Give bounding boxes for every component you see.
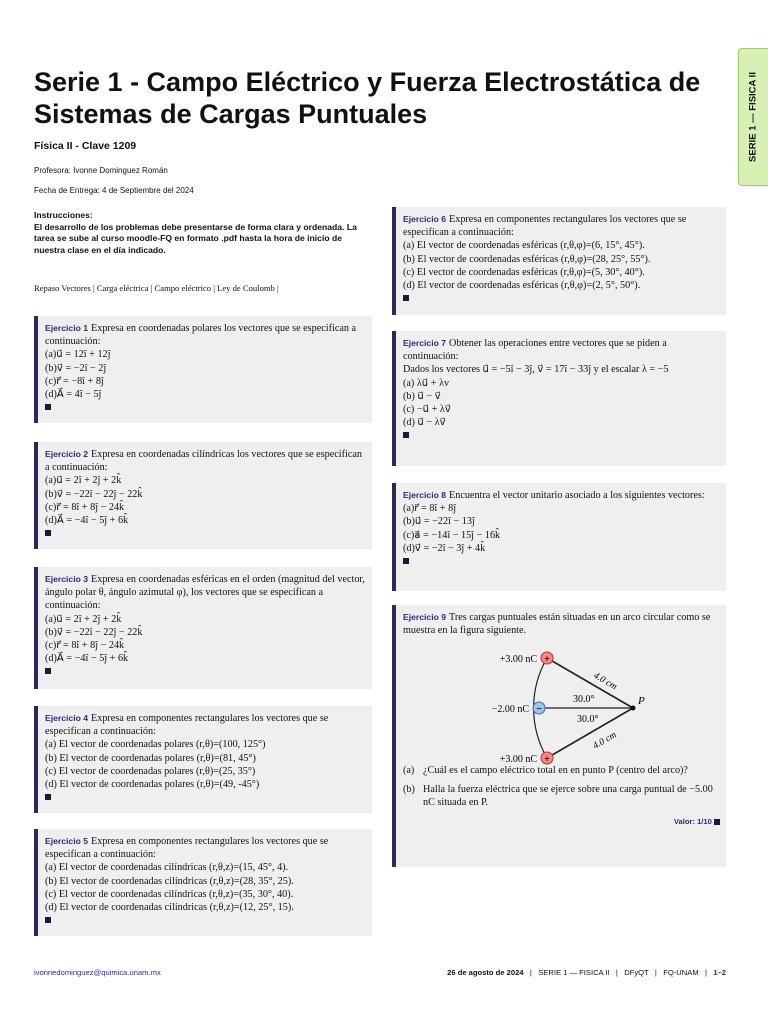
exercise-item: (a)u⃗ = 2î + 2ĵ + 2k̂ [45,613,122,625]
exercise-label: Ejercicio 8 [403,490,446,500]
exercise-item: (d)v⃗ = −2î − 3ĵ + 4k̂ [403,542,486,554]
qed-square [45,404,51,410]
point-p-label: P [638,695,645,708]
footer-inst: FQ-UNAM [663,968,699,977]
instructions-body: El desarrollo de los problemas debe presentarse de forma clara y ordenada. La tarea se sube al curso moodle-FQ en formato .pdf hasta la hora de inicio de nuestra clase en el día indicado. [34,221,357,255]
exercise-item: (b) El vector de coordenadas cilíndricas (r,θ,z)=(28, 35°, 25). [45,875,294,887]
exercise-item: (c)r⃗ = 8î + 8ĵ − 24k̂ [45,501,125,513]
exercise-item: (a)u⃗ = 2î + 2ĵ + 2k̂ [45,475,122,487]
exercise-item: (b)v⃗ = −22î − 22ĵ − 22k̂ [45,488,143,500]
exercise-text: Obtener las operaciones entre vectores que se piden a continuación: [403,338,667,363]
professor-line: Profesora: Ivonne Dominguez Román [34,166,168,175]
qed-square [45,794,51,800]
footer-serie: SERIE 1 — FISICA II [538,968,610,977]
charges-figure [403,639,723,766]
score-value [403,815,720,828]
exercise-label: Ejercicio 5 [45,836,88,846]
instructions [34,210,372,256]
exercise-item: (d) El vector de coordenadas polares (r,θ)=(49, -45°) [45,779,260,791]
exercise-label: Ejercicio 1 [45,323,88,333]
exercise-text: Expresa en componentes rectangulares los vectores que se especifican a continuación: [45,713,329,738]
footer-date: 26 de agosto de 2024 [447,968,524,977]
side-tab [738,48,768,186]
exercise-item: (b)v⃗ = −22î − 22ĵ − 22k̂ [45,626,143,638]
exercise-text: Expresa en coordenadas cilíndricas los vectores que se especifican a continuación: [45,449,362,474]
distance-top-label: 4.0 cm [591,671,619,693]
question-text: Halla la fuerza eléctrica que se ejerce sobre una carga puntual de −5.00 nC situada en P. [423,783,713,808]
course-subtitle: Física II - Clave 1209 [34,140,137,152]
question-tag: (b) [403,783,415,795]
qed-square [45,917,51,923]
exercise-label: Ejercicio 2 [45,449,88,459]
exercise-item: (d)A⃗ = −4î − 5ĵ + 6k̂ [45,515,129,527]
exercise-item: (c) El vector de coordenadas esféricas (r,θ,φ)=(5, 30°, 40°). [403,266,645,278]
exercise-item: (c)r⃗ = −8î + 8ĵ [45,375,104,387]
exercise-item: (c)r⃗ = 8î + 8ĵ − 24k̂ [45,640,125,652]
qed-square [45,530,51,536]
exercise-item: (d) El vector de coordenadas cilíndricas (r,θ,z)=(12, 25°, 15). [45,902,294,914]
exercise-item: (c) El vector de coordenadas cilíndricas (r,θ,z)=(35, 30°, 40). [45,888,294,900]
due-date-line: Fecha de Entrega: 4 de Septiembre del 2024 [34,186,194,195]
exercise-text: Expresa en componentes rectangulares los vectores que se especifican a continuación: [403,214,687,239]
exercise-item: (c)a⃗ = −14î − 15ĵ − 16k̂ [403,529,501,541]
exercise-text: Expresa en coordenadas esféricas en el orden (magnitud del vector, ángulo polar θ, ángulo azimutal φ), los vectores que se especifican a continuación: [45,574,365,612]
exercise-label: Ejercicio 7 [403,338,446,348]
footer-info [447,968,726,977]
qed-square [403,295,409,301]
exercise-label: Ejercicio 4 [45,713,88,723]
exercise-2 [34,442,372,549]
question-a [403,764,720,777]
plus-sign: + [544,653,550,664]
footer-sep: | [654,968,657,977]
exercise-9 [392,605,726,867]
exercise-item: (a) λu⃗ + λv [403,377,450,389]
exercise-item: (a) El vector de coordenadas esféricas (r,θ,φ)=(6, 15°, 45°). [403,240,645,252]
topics-line: Repaso Vectores | Carga eléctrica | Campo eléctrico | Ley de Coulomb | [34,283,279,293]
exercise-item: (c) −u⃗ + λv⃗ [403,404,451,416]
exercise-text: Expresa en componentes rectangulares los vectores que se especifican a continuación: [45,836,329,861]
distance-bottom-label: 4.0 cm [591,730,619,753]
footer-email[interactable]: ivonnedominguez@quimica.unam.mx [34,968,161,977]
qed-square [45,668,51,674]
exercise-label: Ejercicio 3 [45,574,88,584]
exercise-4 [34,706,372,813]
exercise-1 [34,316,372,423]
exercise-text: Expresa en coordenadas polares los vectores que se especifican a continuación: [45,323,357,348]
exercise-item: (b) El vector de coordenadas polares (r,θ)=(81, 45°) [45,752,256,764]
exercise-item: (d) El vector de coordenadas esféricas (r,θ,φ)=(2, 5°, 50°). [403,280,641,292]
charge-middle-label: −2.00 nC [491,704,529,716]
footer-sep: | [705,968,707,977]
exercise-item: (a)u⃗ = 12î + 12ĵ [45,349,111,361]
question-text: ¿Cuál es el campo eléctrico total en en punto P (centro del arco)? [423,765,688,777]
footer-sep: | [529,968,532,977]
exercise-item: (d)A⃗ = 4î − 5ĵ [45,389,102,401]
point-p-dot [631,706,636,711]
charge-top-label: +3.00 nC [499,654,537,666]
charge-bottom-label: +3.00 nC [499,754,537,766]
exercise-item: (a)r⃗ = 8î + 8ĵ [403,503,457,515]
exercise-item: (d)A⃗ = −4î − 5ĵ + 6k̂ [45,653,129,665]
exercise-label: Ejercicio 6 [403,214,446,224]
minus-sign: − [536,703,542,714]
exercise-item: (b) El vector de coordenadas esféricas (r,θ,φ)=(28, 25°, 55°). [403,253,651,265]
angle-top-label: 30.0° [573,694,595,706]
qed-square [403,558,409,564]
exercise-item: (a) El vector de coordenadas cilíndricas (r,θ,z)=(15, 45°, 4). [45,862,289,874]
page-title: Serie 1 - Campo Eléctrico y Fuerza Electrostática de Sistemas de Cargas Puntuales [34,67,701,129]
qed-square [403,432,409,438]
exercise-item: (a) El vector de coordenadas polares (r,θ)=(100, 125°) [45,739,266,751]
footer-pages: 1–2 [713,968,726,977]
side-tab-label: SERIE 1 — FISICA II [747,72,759,162]
score-text: Valor: 1/10 [673,817,712,827]
footer-sep: | [615,968,618,977]
angle-bottom-label: 30.0° [577,714,599,726]
instructions-heading: Instrucciones: [34,210,93,220]
exercise-item: (b)u⃗ = −22î − 13ĵ [403,516,475,528]
exercise-label: Ejercicio 9 [403,612,446,622]
exercise-5 [34,829,372,936]
exercise-item: (b)v⃗ = −2î − 2ĵ [45,362,107,374]
exercise-7 [392,331,726,466]
exercise-6 [392,207,726,315]
exercise-item: (b) u⃗ − v⃗ [403,390,441,402]
exercise-text: Encuentra el vector unitario asociado a los siguientes vectores: [449,490,705,501]
question-b [403,783,720,809]
exercise-item: (c) El vector de coordenadas polares (r,θ)=(25, 35°) [45,765,256,777]
qed-square [714,819,720,825]
exercise-item: (d) u⃗ − λv⃗ [403,417,446,429]
exercise-given: Dados los vectores u⃗ = −5î − 3ĵ, v⃗ = 17î − 33ĵ y el escalar λ = −5 [403,364,669,376]
exercise-8 [392,483,726,591]
plus-sign: + [544,753,550,764]
footer-dept: DFyQT [624,968,649,977]
exercise-3 [34,567,372,689]
question-tag: (a) [403,765,415,777]
exercise-text: Tres cargas puntuales están situadas en un arco circular como se muestra en la figura siguiente. [403,612,711,637]
